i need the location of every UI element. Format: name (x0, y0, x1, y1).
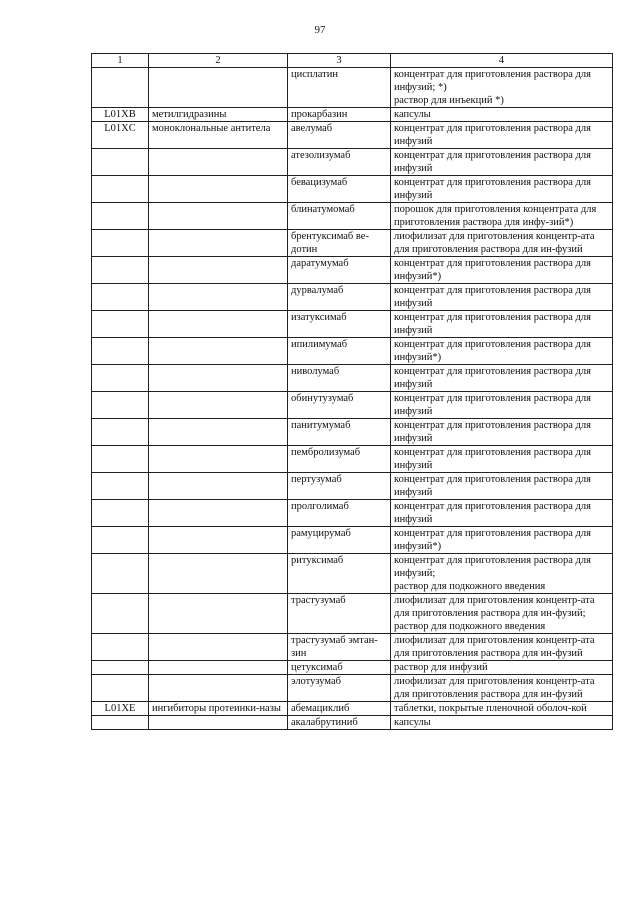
dosage-form-cell (391, 311, 613, 338)
table-body (92, 68, 613, 730)
dosage-form-line: капсулы (394, 717, 431, 728)
dosage-form-cell (391, 68, 613, 108)
group-name-cell: моноклональные антитела (149, 122, 288, 149)
atc-code-cell (92, 661, 149, 675)
dosage-form-cell (391, 473, 613, 500)
atc-code-cell (92, 716, 149, 730)
group-name-cell (149, 284, 288, 311)
drug-name-cell: элотузумаб (288, 675, 391, 702)
dosage-form-cell (391, 419, 613, 446)
group-name-cell (149, 149, 288, 176)
table-row (92, 122, 613, 149)
dosage-form-line: концентрат для приготовления раствора для инфузий (394, 177, 591, 201)
dosage-form-line: концентрат для приготовления раствора для инфузий (394, 501, 591, 525)
group-name-cell (149, 68, 288, 108)
drug-name-cell: изатуксимаб (288, 311, 391, 338)
atc-code-cell (92, 500, 149, 527)
drug-name-cell: обинутузумаб (288, 392, 391, 419)
group-name-cell (149, 675, 288, 702)
dosage-form-line: концентрат для приготовления раствора для инфузий*) (394, 339, 591, 363)
dosage-form-cell (391, 392, 613, 419)
dosage-form-cell (391, 149, 613, 176)
dosage-form-cell (391, 203, 613, 230)
atc-code-cell (92, 675, 149, 702)
header-col-1: 1 (92, 54, 149, 68)
drug-name-cell: брентуксимаб ве-дотин (288, 230, 391, 257)
atc-code-cell (92, 68, 149, 108)
dosage-form-cell (391, 365, 613, 392)
drug-name-cell: трастузумаб (288, 594, 391, 634)
dosage-form-cell (391, 108, 613, 122)
table-row (92, 634, 613, 661)
dosage-form-cell (391, 500, 613, 527)
dosage-form-cell (391, 527, 613, 554)
group-name-cell (149, 594, 288, 634)
atc-code-cell (92, 338, 149, 365)
dosage-form-cell (391, 230, 613, 257)
dosage-form-line: концентрат для приготовления раствора для инфузий (394, 474, 591, 498)
group-name-cell (149, 419, 288, 446)
atc-code-cell (92, 446, 149, 473)
table-row (92, 473, 613, 500)
atc-code-cell (92, 257, 149, 284)
table-row (92, 527, 613, 554)
dosage-form-line: лиофилизат для приготовления концентр-ата для приготовления раствора для ин-фузий (394, 635, 595, 659)
dosage-form-cell (391, 446, 613, 473)
dosage-form-line: концентрат для приготовления раствора для инфузий; (394, 555, 591, 579)
table-row (92, 338, 613, 365)
dosage-form-line: капсулы (394, 109, 431, 120)
table-row (92, 594, 613, 634)
drug-name-cell: прокарбазин (288, 108, 391, 122)
dosage-form-cell (391, 176, 613, 203)
drug-name-cell: цетуксимаб (288, 661, 391, 675)
dosage-form-line: концентрат для приготовления раствора для инфузий (394, 312, 591, 336)
dosage-form-cell (391, 716, 613, 730)
dosage-form-cell (391, 594, 613, 634)
dosage-form-line: концентрат для приготовления раствора для инфузий (394, 285, 591, 309)
drug-name-cell: панитумумаб (288, 419, 391, 446)
table-row (92, 176, 613, 203)
group-name-cell (149, 446, 288, 473)
header-col-2: 2 (149, 54, 288, 68)
drug-name-cell: ритуксимаб (288, 554, 391, 594)
group-name-cell (149, 661, 288, 675)
dosage-form-line: лиофилизат для приготовления концентр-ата для приготовления раствора для ин-фузий (394, 231, 595, 255)
group-name-cell (149, 392, 288, 419)
dosage-form-line: раствор для инфузий (394, 662, 488, 673)
dosage-form-line: концентрат для приготовления раствора для инфузий (394, 123, 591, 147)
atc-code-cell (92, 365, 149, 392)
dosage-form-cell (391, 661, 613, 675)
dosage-form-line: лиофилизат для приготовления концентр-ата для приготовления раствора для ин-фузий (394, 676, 595, 700)
table-row (92, 446, 613, 473)
group-name-cell (149, 554, 288, 594)
dosage-form-cell (391, 257, 613, 284)
dosage-form-cell (391, 122, 613, 149)
group-name-cell (149, 365, 288, 392)
group-name-cell (149, 257, 288, 284)
table-row (92, 108, 613, 122)
drug-name-cell: атезолизумаб (288, 149, 391, 176)
atc-code-cell (92, 554, 149, 594)
dosage-form-line: концентрат для приготовления раствора для инфузий (394, 150, 591, 174)
dosage-form-line: таблетки, покрытые пленочной оболоч-кой (394, 703, 587, 714)
table-row (92, 716, 613, 730)
table-row (92, 500, 613, 527)
group-name-cell (149, 203, 288, 230)
atc-code-cell (92, 473, 149, 500)
table-header-row (92, 54, 613, 68)
dosage-form-line: порошок для приготовления концентрата для приготовления раствора для инфу-зий*) (394, 204, 597, 228)
atc-code-cell (92, 284, 149, 311)
group-name-cell (149, 176, 288, 203)
page-number: 97 (314, 24, 326, 36)
group-name-cell (149, 500, 288, 527)
drug-name-cell: пертузумаб (288, 473, 391, 500)
drug-name-cell: цисплатин (288, 68, 391, 108)
atc-code-cell (92, 311, 149, 338)
drug-name-cell: акалабрутиниб (288, 716, 391, 730)
atc-code-cell (92, 230, 149, 257)
atc-code-cell (92, 634, 149, 661)
drug-name-cell: дурвалумаб (288, 284, 391, 311)
dosage-form-line: концентрат для приготовления раствора для инфузий (394, 447, 591, 471)
drug-name-cell: ипилимумаб (288, 338, 391, 365)
dosage-form-line: концентрат для приготовления раствора для инфузий*) (394, 258, 591, 282)
dosage-form-line: раствор для подкожного введения (394, 581, 546, 592)
atc-code-cell (92, 527, 149, 554)
drug-name-cell: рамуцирумаб (288, 527, 391, 554)
header-col-3: 3 (288, 54, 391, 68)
dosage-form-line: концентрат для приготовления раствора для инфузий (394, 366, 591, 390)
group-name-cell (149, 311, 288, 338)
table-row (92, 554, 613, 594)
atc-code-cell: L01XB (92, 108, 149, 122)
table-row (92, 392, 613, 419)
group-name-cell (149, 634, 288, 661)
drug-name-cell: авелумаб (288, 122, 391, 149)
table-row (92, 419, 613, 446)
dosage-form-line: раствор для инъекций *) (394, 95, 504, 106)
dosage-form-cell (391, 554, 613, 594)
group-name-cell (149, 473, 288, 500)
drug-name-cell: пембролизумаб (288, 446, 391, 473)
drug-name-cell: бевацизумаб (288, 176, 391, 203)
dosage-form-line: концентрат для приготовления раствора для инфузий (394, 420, 591, 444)
atc-code-cell (92, 419, 149, 446)
table-row (92, 675, 613, 702)
drug-table (91, 53, 613, 730)
dosage-form-cell (391, 675, 613, 702)
atc-code-cell (92, 149, 149, 176)
drug-name-cell: абемациклиб (288, 702, 391, 716)
group-name-cell (149, 716, 288, 730)
header-col-4: 4 (391, 54, 613, 68)
drug-name-cell: даратумумаб (288, 257, 391, 284)
atc-code-cell (92, 203, 149, 230)
dosage-form-cell (391, 634, 613, 661)
group-name-cell (149, 230, 288, 257)
group-name-cell (149, 527, 288, 554)
table-row (92, 203, 613, 230)
drug-name-cell: пролголимаб (288, 500, 391, 527)
drug-name-cell: блинатумомаб (288, 203, 391, 230)
table-row (92, 661, 613, 675)
drug-name-cell: ниволумаб (288, 365, 391, 392)
atc-code-cell: L01XE (92, 702, 149, 716)
dosage-form-cell (391, 284, 613, 311)
table-row (92, 68, 613, 108)
group-name-cell: ингибиторы протеинки-назы (149, 702, 288, 716)
atc-code-cell: L01XC (92, 122, 149, 149)
table-row (92, 311, 613, 338)
group-name-cell (149, 338, 288, 365)
drug-name-cell: трастузумаб эмтан-зин (288, 634, 391, 661)
dosage-form-line: концентрат для приготовления раствора для инфузий*) (394, 528, 591, 552)
dosage-form-line: концентрат для приготовления раствора для инфузий; *) (394, 69, 591, 93)
dosage-form-cell (391, 338, 613, 365)
atc-code-cell (92, 176, 149, 203)
group-name-cell: метилгидразины (149, 108, 288, 122)
dosage-form-line: концентрат для приготовления раствора для инфузий (394, 393, 591, 417)
atc-code-cell (92, 594, 149, 634)
table-row (92, 230, 613, 257)
table-row (92, 284, 613, 311)
table-row (92, 257, 613, 284)
dosage-form-line: лиофилизат для приготовления концентр-ата для приготовления раствора для ин-фузий; (394, 595, 595, 619)
table-row (92, 365, 613, 392)
atc-code-cell (92, 392, 149, 419)
dosage-form-line: раствор для подкожного введения (394, 621, 546, 632)
dosage-form-cell (391, 702, 613, 716)
table-row (92, 149, 613, 176)
table-row (92, 702, 613, 716)
